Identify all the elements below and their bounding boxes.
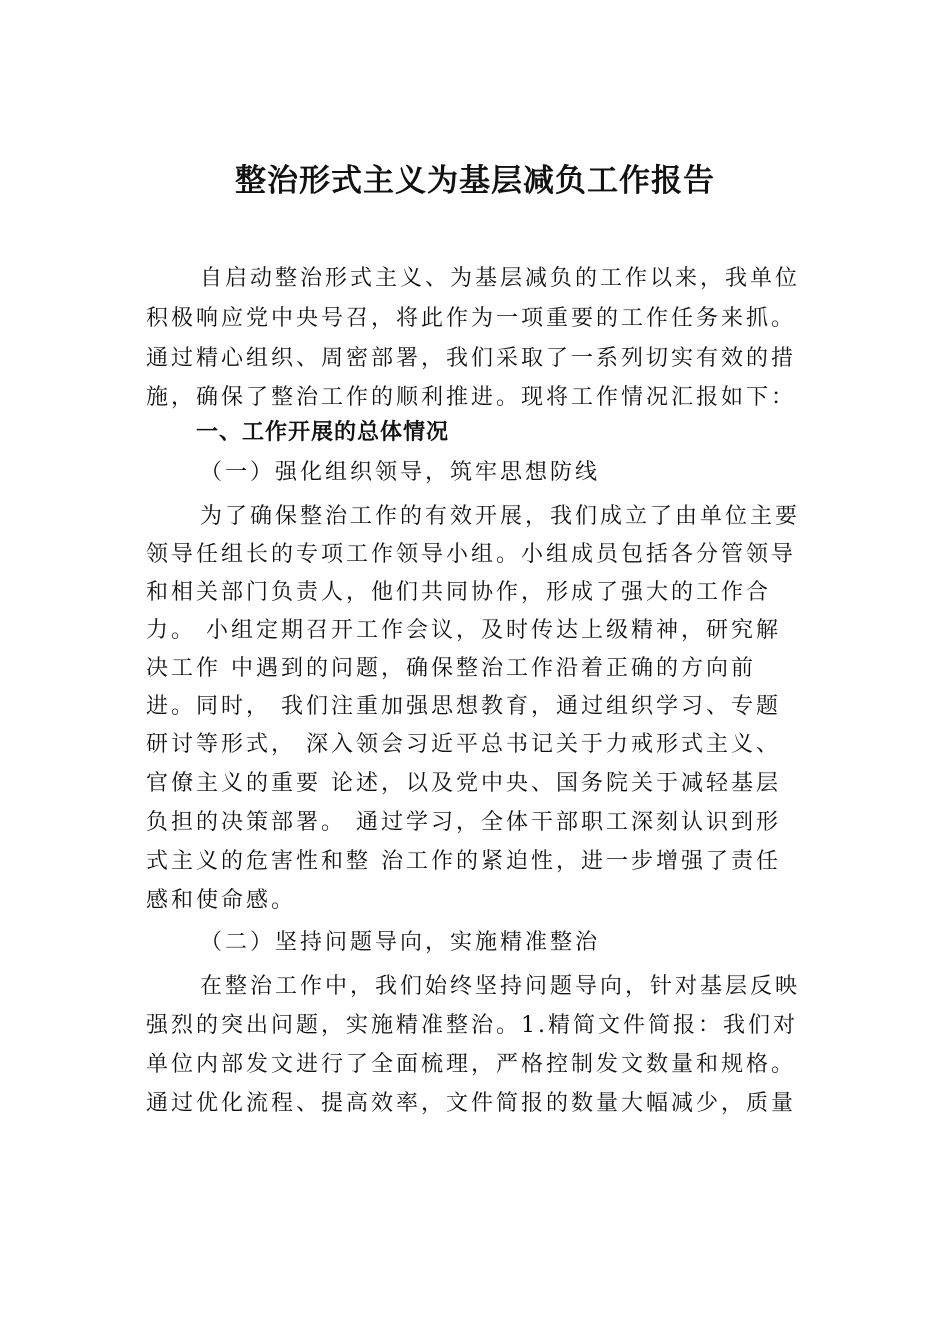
paragraph-line: 感和使命感。 (146, 888, 297, 913)
paragraph-line: 力。 小组定期召开工作会议，及时传达上级精神，研究解 (146, 618, 781, 643)
paragraph-line: 为了确保整治工作的有效开展，我们成立了由单位主要 (200, 504, 801, 529)
paragraph-line: 在整治工作中，我们始终坚持问题导向，针对基层反映 (200, 974, 801, 999)
paragraph-line: 强烈的突出问题，实施精准整治。1.精简文件简报：我们对 (146, 1013, 798, 1038)
subsection-heading: （一）强化组织领导，筑牢思想防线 (200, 460, 601, 485)
paragraph-line: 官僚主义的重要 论述，以及党中央、国务院关于减轻基层 (146, 771, 781, 796)
paragraph-line: 施，确保了整治工作的顺利推进。现将工作情况汇报如下： (146, 385, 797, 410)
paragraph-line: 积极响应党中央号召，将此作为一项重要的工作任务来抓。 (146, 306, 797, 331)
section-heading: 一、工作开展的总体情况 (196, 420, 450, 445)
paragraph-line: 负担的决策部署。 通过学习，全体干部职工深刻认识到形 (146, 810, 781, 835)
subsection-heading: （二）坚持问题导向，实施精准整治 (200, 930, 601, 955)
paragraph-line: 通过优化流程、提高效率，文件简报的数量大幅减少，质量 (146, 1091, 797, 1116)
paragraph-line: 决工作 中遇到的问题，确保整治工作沿着正确的方向前 (146, 656, 756, 681)
paragraph-line: 式主义的危害性和整 治工作的紧迫性，进一步增强了责任 (146, 849, 781, 874)
paragraph-line: 研讨等形式， 深入领会习近平总书记关于力戒形式主义、 (146, 732, 781, 757)
document-title: 整治形式主义为基层减负工作报告 (235, 163, 715, 199)
paragraph-line: 单位内部发文进行了全面梳理，严格控制发文数量和规格。 (146, 1052, 797, 1077)
paragraph-line: 自启动整治形式主义、为基层减负的工作以来，我单位 (200, 266, 801, 291)
paragraph-line: 领导任组长的专项工作领导小组。小组成员包括各分管领导 (146, 542, 797, 567)
paragraph-line: 进。同时， 我们注重加强思想教育，通过组织学习、专题 (146, 694, 781, 719)
paragraph-line: 和相关部门负责人，他们共同协作，形成了强大的工作合 (146, 580, 772, 605)
paragraph-line: 通过精心组织、周密部署，我们采取了一系列切实有效的措 (146, 346, 797, 371)
